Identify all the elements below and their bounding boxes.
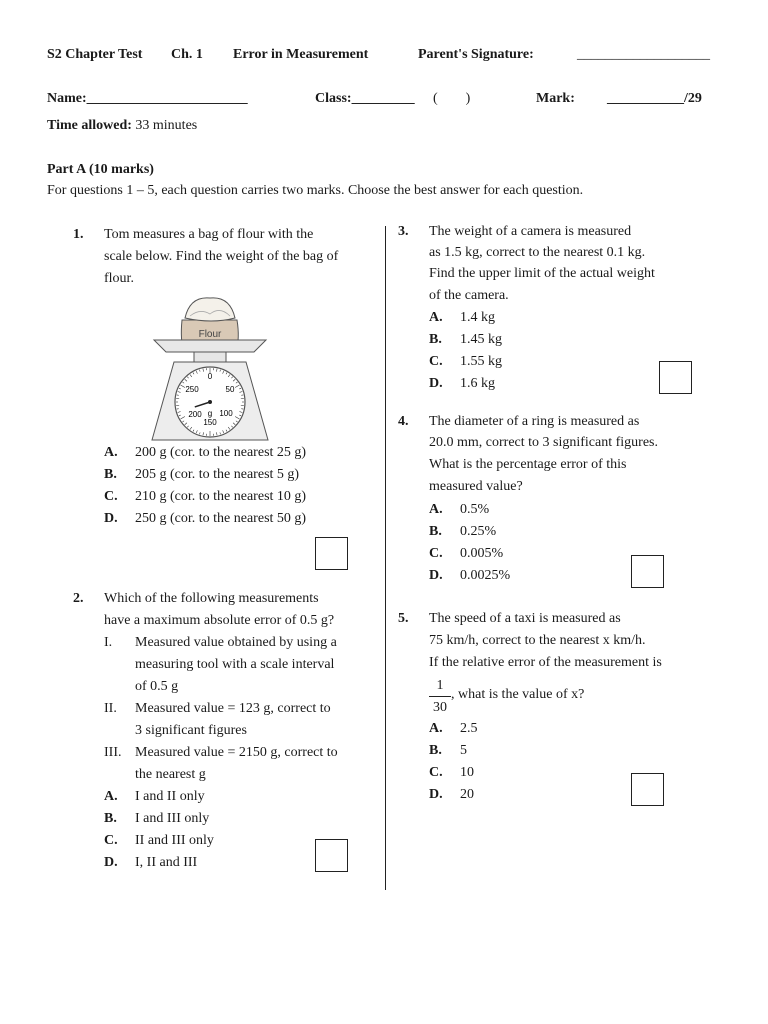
class-number-field[interactable]: ( ): [433, 91, 471, 106]
option-letter: B.: [104, 467, 117, 482]
option-b: [104, 811, 209, 827]
answer-box[interactable]: [315, 839, 348, 872]
option-text: 210 g (cor. to the nearest 10 g): [135, 489, 307, 504]
class-field[interactable]: _________: [351, 91, 415, 106]
question-text-line: 20.0 mm, correct to 3 significant figures.: [429, 435, 658, 450]
option-letter: A.: [429, 310, 443, 325]
dial-label-200: 200: [188, 410, 202, 419]
option-text: 2.5: [460, 721, 478, 736]
option-text: 10: [460, 765, 474, 780]
option-letter: B.: [429, 332, 442, 347]
part-a-title: Part A (10 marks): [47, 162, 154, 177]
answer-box[interactable]: [659, 361, 692, 394]
question-number: 2.: [73, 591, 84, 606]
option-letter: A.: [104, 789, 118, 804]
question-text-line: , what is the value of x?: [451, 687, 585, 702]
option-letter: C.: [429, 546, 443, 561]
option-text: 1.4 kg: [460, 310, 495, 325]
option-text: 0.25%: [460, 524, 497, 539]
question-number: 4.: [398, 414, 409, 429]
option-letter: C.: [429, 765, 443, 780]
question-text-line: flour.: [104, 271, 134, 286]
statement-roman: III.: [104, 745, 122, 760]
chapter-topic: Error in Measurement: [233, 47, 369, 62]
part-a-instructions: For questions 1 – 5, each question carries two marks. Choose the best answer for each question.: [47, 183, 584, 198]
dial-label-50: 50: [225, 385, 235, 394]
option-text: 0.005%: [460, 546, 504, 561]
question-text-line: The weight of a camera is measured: [429, 224, 632, 239]
answer-box[interactable]: [315, 537, 348, 570]
option-text: 20: [460, 787, 474, 802]
option-a: [104, 445, 306, 461]
time-label: Time allowed:: [47, 118, 132, 133]
option-letter: D.: [429, 376, 443, 391]
option-text: 200 g (cor. to the nearest 25 g): [135, 445, 307, 460]
scale-stem: [194, 352, 226, 362]
dial-label-250: 250: [185, 385, 199, 394]
option-letter: D.: [104, 511, 118, 526]
option-d: [429, 376, 495, 392]
statement-text-line: Measured value obtained by using a: [135, 635, 337, 650]
question-text-line: Which of the following measurements: [104, 591, 319, 606]
option-letter: B.: [429, 743, 442, 758]
option-text: 1.6 kg: [460, 376, 495, 391]
option-text: II and III only: [135, 833, 214, 848]
answer-box[interactable]: [631, 773, 664, 806]
option-b: [429, 332, 502, 348]
option-letter: B.: [429, 524, 442, 539]
option-d: [429, 787, 474, 803]
question-text-line: What is the percentage error of this: [429, 457, 627, 472]
statement-text-line: 3 significant figures: [135, 723, 247, 738]
dial-unit: g: [207, 409, 213, 418]
dial-label-100: 100: [219, 409, 233, 418]
mark-label: Mark:: [536, 91, 575, 106]
fraction-bar: [429, 696, 451, 697]
question-text-line: Find the upper limit of the actual weight: [429, 266, 655, 281]
fraction: [429, 677, 451, 716]
option-letter: A.: [429, 721, 443, 736]
time-value: 33 minutes: [135, 118, 198, 133]
option-text: 250 g (cor. to the nearest 50 g): [135, 511, 307, 526]
statement-roman: II.: [104, 701, 117, 716]
statement-text-line: Measured value = 123 g, correct to: [135, 701, 331, 716]
question-text-line: scale below. Find the weight of the bag of: [104, 249, 339, 264]
option-d: [429, 568, 510, 584]
statement-text-line: of 0.5 g: [135, 679, 179, 694]
question-text-line: The speed of a taxi is measured as: [429, 611, 621, 626]
option-b: [104, 467, 299, 483]
statement-text-line: Measured value = 2150 g, correct to: [135, 745, 338, 760]
option-text: 0.5%: [460, 502, 490, 517]
question-number: 3.: [398, 224, 409, 239]
flour-bag-top: [185, 298, 235, 321]
option-a: [104, 789, 205, 805]
question-text-line: of the camera.: [429, 288, 509, 303]
option-letter: C.: [429, 354, 443, 369]
dial-label-150: 150: [203, 418, 217, 427]
option-letter: D.: [104, 855, 118, 870]
option-d: [104, 511, 306, 527]
mark-field: ___________/29: [607, 91, 702, 106]
statement-text-line: the nearest g: [135, 767, 206, 782]
question-text-line: The diameter of a ring is measured as: [429, 414, 640, 429]
option-text: I and III only: [135, 811, 210, 826]
name-label-text: Name:: [47, 91, 87, 106]
option-letter: C.: [104, 833, 118, 848]
option-text: I and II only: [135, 789, 205, 804]
fraction-denominator: 30: [433, 700, 447, 715]
question-text-line: as 1.5 kg, correct to the nearest 0.1 kg.: [429, 245, 646, 260]
signature-field[interactable]: ___________________: [577, 47, 710, 62]
option-c: [429, 546, 503, 562]
scale-pan: [154, 340, 266, 352]
option-text: 5: [460, 743, 467, 758]
chapter-number: Ch. 1: [171, 47, 203, 62]
question-text-line: have a maximum absolute error of 0.5 g?: [104, 613, 335, 628]
option-text: 205 g (cor. to the nearest 5 g): [135, 467, 300, 482]
question-text-line: measured value?: [429, 479, 523, 494]
column-divider: [385, 226, 386, 890]
statement-text-line: measuring tool with a scale interval: [135, 657, 335, 672]
option-c: [104, 833, 214, 849]
option-letter: D.: [429, 787, 443, 802]
fraction-numerator: 1: [436, 678, 444, 693]
option-letter: B.: [104, 811, 117, 826]
question-text-line: Tom measures a bag of flour with the: [104, 227, 314, 242]
option-b: [429, 524, 496, 540]
question-text-line: If the relative error of the measurement is: [429, 655, 662, 670]
question-number: 5.: [398, 611, 409, 626]
time-allowed: [47, 118, 197, 134]
option-text: 0.0025%: [460, 568, 511, 583]
question-number: 1.: [73, 227, 84, 242]
option-letter: C.: [104, 489, 118, 504]
flour-bag-label: Flour: [198, 329, 222, 340]
option-a: [429, 502, 489, 518]
option-letter: A.: [429, 502, 443, 517]
name-field[interactable]: _______________________: [86, 91, 248, 106]
option-text: 1.45 kg: [460, 332, 502, 347]
option-a: [429, 310, 495, 326]
signature-label: Parent's Signature:: [418, 47, 534, 62]
option-letter: A.: [104, 445, 118, 460]
option-c: [429, 765, 474, 781]
kitchen-scale-figure: [150, 290, 270, 445]
option-text: I, II and III: [135, 855, 198, 870]
option-a: [429, 721, 478, 737]
question-text-line: 75 km/h, correct to the nearest x km/h.: [429, 633, 646, 648]
option-d: [104, 855, 197, 871]
dial-label-0: 0: [207, 372, 213, 381]
answer-box[interactable]: [631, 555, 664, 588]
name-label: [47, 91, 248, 107]
class-label-text: Class:: [315, 91, 352, 106]
statement-roman: I.: [104, 635, 113, 650]
test-title: S2 Chapter Test: [47, 47, 143, 62]
dial-hub: [208, 400, 212, 404]
option-c: [104, 489, 306, 505]
option-b: [429, 743, 467, 759]
class-label: [315, 91, 415, 107]
option-c: [429, 354, 502, 370]
option-letter: D.: [429, 568, 443, 583]
option-text: 1.55 kg: [460, 354, 502, 369]
